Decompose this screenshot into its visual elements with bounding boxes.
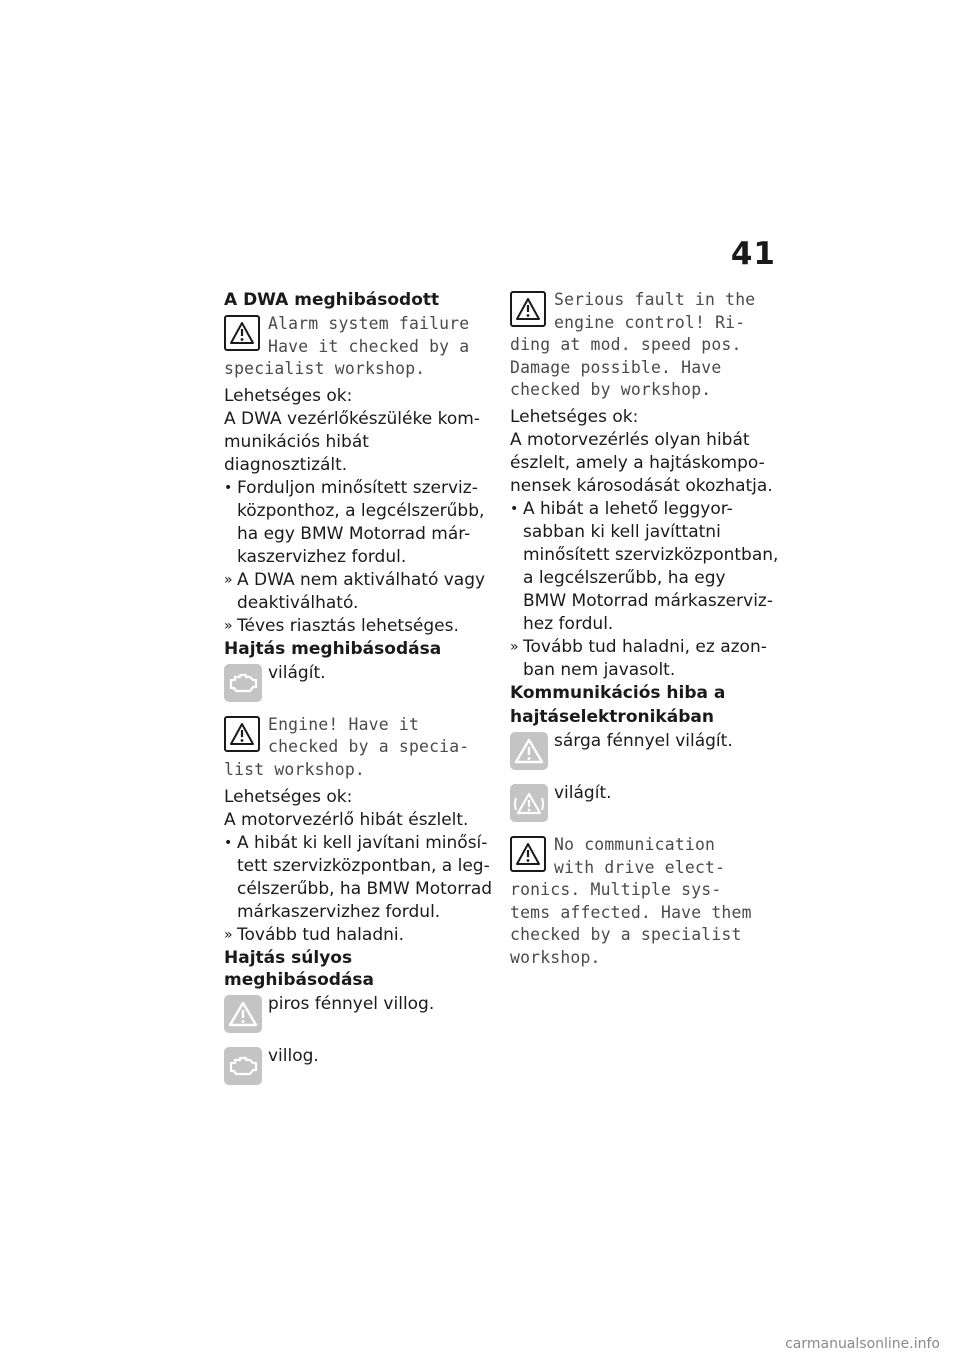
list-item bbox=[510, 636, 782, 682]
warning-line: Serious fault in the bbox=[554, 290, 756, 309]
warning-line: Have it checked by a bbox=[268, 336, 470, 356]
warning-triangle-icon bbox=[510, 291, 550, 331]
warning-line: Alarm system failure bbox=[268, 314, 470, 333]
list-line: ban nem javasolt. bbox=[523, 659, 676, 680]
result-mark: » bbox=[224, 617, 233, 634]
left-column bbox=[224, 289, 494, 1097]
bullet-mark: • bbox=[224, 834, 233, 851]
warning-message-dwa bbox=[224, 313, 494, 381]
list-line: célszerűbb, ha BMW Motorrad bbox=[237, 878, 493, 899]
list-line: A DWA nem aktiválható vagy bbox=[237, 569, 486, 590]
indicator-status: piros fénnyel villog. bbox=[268, 993, 435, 1014]
cause-label: Lehetséges ok: bbox=[510, 406, 639, 427]
section-heading-communication-fault: Kommunikációs hiba a bbox=[510, 682, 726, 703]
indicator-status: világít. bbox=[268, 662, 326, 683]
indicator-status: világít. bbox=[554, 782, 612, 803]
warning-line: checked by workshop. bbox=[510, 380, 712, 400]
indicator-status: sárga fénnyel világít. bbox=[554, 730, 733, 751]
bullet-mark: • bbox=[510, 500, 519, 517]
warning-line: specialist workshop. bbox=[224, 359, 426, 379]
list-item bbox=[510, 498, 782, 636]
cause-text: észlelt, amely a hajtáskompo- bbox=[510, 452, 765, 473]
list-item bbox=[224, 924, 494, 947]
list-line: Tovább tud haladni. bbox=[237, 924, 405, 945]
warning-triangle-icon bbox=[224, 315, 264, 355]
warning-line: with drive elect- bbox=[554, 857, 726, 877]
general-warning-icon bbox=[224, 995, 264, 1035]
section-heading-communication-fault: hajtáselektronikában bbox=[510, 706, 714, 727]
list-line: kaszervizhez fordul. bbox=[237, 546, 407, 567]
list-line: a legcélszerűbb, ha egy bbox=[523, 567, 726, 588]
cause-text: nensek károsodását okozhatja. bbox=[510, 475, 773, 496]
warning-line: Damage possible. Have bbox=[510, 357, 722, 377]
bullet-mark: • bbox=[224, 479, 233, 496]
warning-line: engine control! Ri- bbox=[554, 312, 746, 332]
list-line: hez fordul. bbox=[523, 613, 614, 634]
instruction-list bbox=[224, 477, 494, 638]
warning-line: ding at mod. speed pos. bbox=[510, 335, 742, 355]
list-line: tett szervizközpontban, a leg- bbox=[237, 855, 490, 876]
instruction-list bbox=[224, 832, 494, 947]
warning-line: workshop. bbox=[510, 947, 601, 967]
warning-line: list workshop. bbox=[224, 759, 365, 779]
list-line: deaktiválható. bbox=[237, 592, 359, 613]
watermark-footer: carmanualsonline.info bbox=[785, 1336, 940, 1352]
cause-text: A motorvezérlő hibát észlelt. bbox=[224, 809, 469, 830]
warning-line: checked by a specia- bbox=[268, 737, 470, 757]
list-item bbox=[224, 477, 494, 569]
list-line: Téves riasztás lehetséges. bbox=[237, 615, 459, 636]
warning-message-no-communication bbox=[510, 834, 782, 970]
engine-indicator-row bbox=[224, 1045, 494, 1089]
warning-triangle-icon bbox=[224, 716, 264, 756]
list-line: márkaszervizhez fordul. bbox=[237, 901, 441, 922]
list-line: minősített szervizközpontban, bbox=[523, 544, 779, 565]
list-line: központhoz, a legcélszerűbb, bbox=[237, 500, 485, 521]
cause-text: munikációs hibát diagnosztizált. bbox=[224, 431, 369, 475]
engine-check-icon bbox=[224, 664, 264, 704]
section-heading-drive-fault: Hajtás meghibásodása bbox=[224, 638, 442, 659]
cause-text: A motorvezérlés olyan hibát bbox=[510, 429, 750, 450]
warning-line: No communication bbox=[554, 834, 716, 854]
result-mark: » bbox=[224, 926, 233, 943]
warning-line: ronics. Multiple sys- bbox=[510, 880, 722, 900]
warning-line: tems affected. Have them bbox=[510, 902, 752, 922]
list-item bbox=[224, 615, 494, 638]
engine-indicator-row bbox=[224, 662, 494, 706]
list-line: ha egy BMW Motorrad már- bbox=[237, 523, 471, 544]
warning-message-engine bbox=[224, 714, 494, 782]
right-column bbox=[510, 289, 782, 970]
list-line: Forduljon minősített szerviz- bbox=[237, 477, 478, 498]
result-mark: » bbox=[224, 571, 233, 588]
list-item bbox=[224, 832, 494, 924]
cause-label: Lehetséges ok: bbox=[224, 786, 353, 807]
indicator-status: villog. bbox=[268, 1045, 319, 1066]
communication-indicator-row bbox=[510, 782, 782, 826]
section-heading-dwa: A DWA meghibásodott bbox=[224, 290, 440, 310]
warning-message-serious-fault bbox=[510, 289, 782, 402]
list-item bbox=[224, 569, 494, 615]
list-line: A hibát ki kell javítani minősí- bbox=[237, 832, 488, 853]
engine-check-icon bbox=[224, 1047, 264, 1087]
list-line: sabban ki kell javíttatni bbox=[523, 521, 721, 542]
page-number: 41 bbox=[730, 236, 776, 272]
list-line: A hibát a lehető leggyor- bbox=[523, 498, 733, 519]
warning-indicator-row bbox=[510, 730, 782, 774]
warning-triangle-icon bbox=[510, 836, 550, 876]
result-mark: » bbox=[510, 638, 519, 655]
communication-warning-icon bbox=[510, 784, 550, 824]
section-heading-severe-drive-fault: Hajtás súlyos meghibásodása bbox=[224, 947, 375, 990]
warning-line: Engine! Have it bbox=[268, 714, 420, 734]
general-warning-icon bbox=[510, 732, 550, 772]
list-line: Tovább tud haladni, ez azon- bbox=[523, 636, 767, 657]
warning-indicator-row bbox=[224, 993, 494, 1037]
cause-label: Lehetséges ok: bbox=[224, 385, 353, 406]
list-line: BMW Motorrad márkaszerviz- bbox=[523, 590, 773, 611]
cause-text: A DWA vezérlőkészüléke kom- bbox=[224, 408, 480, 429]
warning-line: checked by a specialist bbox=[510, 925, 742, 945]
instruction-list bbox=[510, 498, 782, 682]
